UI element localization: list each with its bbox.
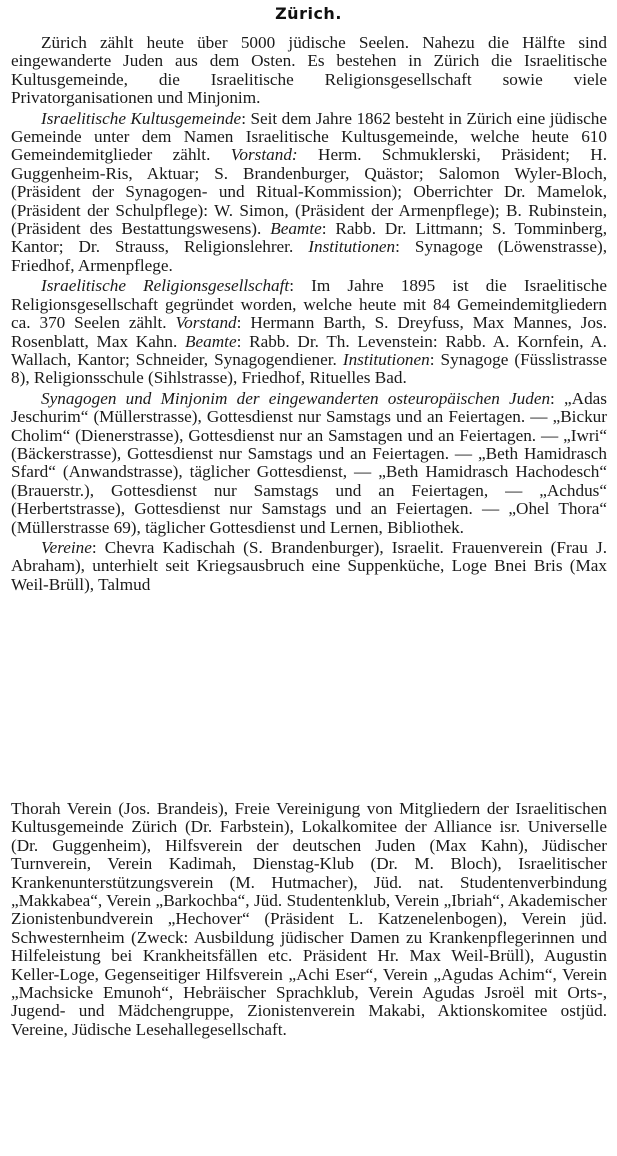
- religionsgesellschaft-text-1: : Im Jahre 1895 ist die Israelitische Religionsgesellschaft gegründet worden, welche heute mit 84 Gemeindemitgliedern ca. 370 Seelen zählt.: [11, 276, 607, 333]
- text-block-lower: [11, 800, 607, 1041]
- intro-paragraph: [11, 34, 607, 108]
- kultusgemeinde-text-2: Herm. Schmuklerski, Präsident; H. Guggenheim-Ris, Aktuar; S. Brandenburger, Quästor; Salomon Wyler-Bloch, (Präsident der Synagogen- und Ritual-Kommission); Oberrichter Dr. Mamelok, (Präsident der Schulpflege): W. Simon, (Präsident der Armenpflege); B. Rubinstein, (Präsident des Bestattungswesens).: [11, 145, 607, 239]
- vereine-text: : Chevra Kadischah (S. Brandenburger), Israelit. Frauenverein (Frau J. Abraham), unterhielt seit Kriegsausbruch eine Suppenküche, Loge Bnei Bris (Max Weil-Brüll), Talmud: [11, 537, 607, 594]
- page-title: Zürich.: [275, 4, 342, 23]
- vereine-continued-text: Thorah Verein (Jos. Brandeis), Freie Vereinigung von Mitgliedern der Israelitischen Kultusgemeinde Zürich (Dr. Farbstein), Lokalkomitee der Alliance isr. Universelle (Dr. Guggenheim), Hilfsverein der deutschen Juden (Max Kahn), Jüdischer Turnverein, Verein Kadimah, Dienstag-Klub (Dr. M. Bloch), Israelitischer Krankenunterstützungsverein (M. Hutmacher), Jüd. nat. Studentenverbindung „Makkabea“, Verein „Barkochba“, Jüd. Studentenklub, Verein „Ibriah“, Akademischer Zionistenbundverein „Hechover“ (Präsident L. Katzenelenbogen), Verein jüd. Schwesternheim (Zweck: Ausbildung jüdischer Damen zu Krankenpflegerinnen und Hilfeleistung bei Krankheitsfällen etc. Präsident Hr. Max Weil-Brüll), Augustin Keller-Loge, Gegenseitiger Hilfsverein „Achi Eser“, Verein „Agudas Achim“, Verein „Machsicke Emunoh“, Hebräischer Sprachklub, Verein Agudas Jsroël mit Orts-, Jugend- und Mädchengruppe, Zionistenverein Makabi, Aktionskomitee ostjüd. Vereine, Jüdische Lesehallegesellschaft.: [11, 799, 607, 1039]
- vereine-continued-paragraph: [11, 800, 607, 1039]
- vereine-heading: Vereine: [41, 537, 92, 557]
- kultusgemeinde-paragraph: [11, 110, 607, 276]
- kultusgemeinde-text-3: : Rabb. Dr. Littmann; S. Tomminberg, Kantor; Dr. Strauss, Religionslehrer.: [11, 219, 607, 257]
- synagogen-paragraph: [11, 390, 607, 537]
- intro-text: Zürich zählt heute über 5000 jüdische Seelen. Nahezu die Hälfte sind eingewanderte Juden aus dem Osten. Es bestehen in Zürich die Israelitische Kultusgemeinde, die Israelitische Religionsgesellschaft sowie viele Privatorganisationen und Minjonim.: [11, 33, 607, 108]
- vereine-paragraph: [11, 539, 607, 594]
- religionsgesellschaft-text-4: : Synagoge (Füsslistrasse 8), Religionsschule (Sihlstrasse), Friedhof, Rituelles Bad.: [11, 349, 607, 388]
- religionsgesellschaft-text-2: : Hermann Barth, S. Dreyfuss, Max Mannes, Jos. Rosenblatt, Max Kahn.: [11, 313, 607, 351]
- text-block-upper: [11, 34, 607, 596]
- kultusgemeinde-institutionen-label: Institutionen: [308, 237, 396, 257]
- synagogen-heading: Synagogen und Minjonim der eingewanderten osteuropäischen Juden: [41, 388, 551, 408]
- religionsgesellschaft-text-3: : Rabb. Dr. Th. Levenstein: Rabb. A. Kornfein, A. Wallach, Kantor; Schneider, Synagogendiener.: [11, 331, 607, 369]
- religionsgesellschaft-heading: Israelitische Religionsgesellschaft: [41, 276, 290, 296]
- kultusgemeinde-beamte-label: Beamte: [270, 219, 322, 239]
- religionsgesellschaft-paragraph: [11, 277, 607, 387]
- synagogen-text: : „Adas Jeschurim“ (Müllerstrasse), Gottesdienst nur Samstags und an Feiertagen. — „Bickur Cholim“ (Dienerstrasse), Gottesdienst nur an Samstagen und an Feiertagen. — „Iwri“ (Bäckerstrasse), Gottesdienst nur Samstags und an Feiertagen. — „Beth Hamidrasch Sfard“ (Anwandstrasse), täglicher Gottesdienst, — „Beth Hamidrasch Hachodesch“ (Brauerstr.), Gottesdienst nur Samstags und an Feiertagen, — „Achdus“ (Herbertstrasse), Gottesdienst nur Samstags und an Feiertagen. — „Ohel Thora“ (Müllerstrasse 69), täglicher Gottesdienst und Lernen, Bibliothek.: [11, 388, 607, 537]
- religionsgesellschaft-beamte-label: Beamte: [185, 331, 237, 351]
- kultusgemeinde-vorstand-label: Vorstand:: [230, 145, 298, 165]
- religionsgesellschaft-institutionen-label: Institutionen: [342, 349, 430, 369]
- religionsgesellschaft-vorstand-label: Vorstand: [175, 313, 237, 333]
- kultusgemeinde-heading: Israelitische Kultusgemeinde: [41, 108, 242, 128]
- kultusgemeinde-text-4: : Synagoge (Löwenstrasse), Friedhof, Armenpflege.: [11, 237, 607, 275]
- kultusgemeinde-text-1: : Seit dem Jahre 1862 besteht in Zürich eine jüdische Gemeinde unter dem Namen Israelitische Kultusgemeinde, welche heute 610 Gemeindemitglieder zählt.: [11, 108, 607, 165]
